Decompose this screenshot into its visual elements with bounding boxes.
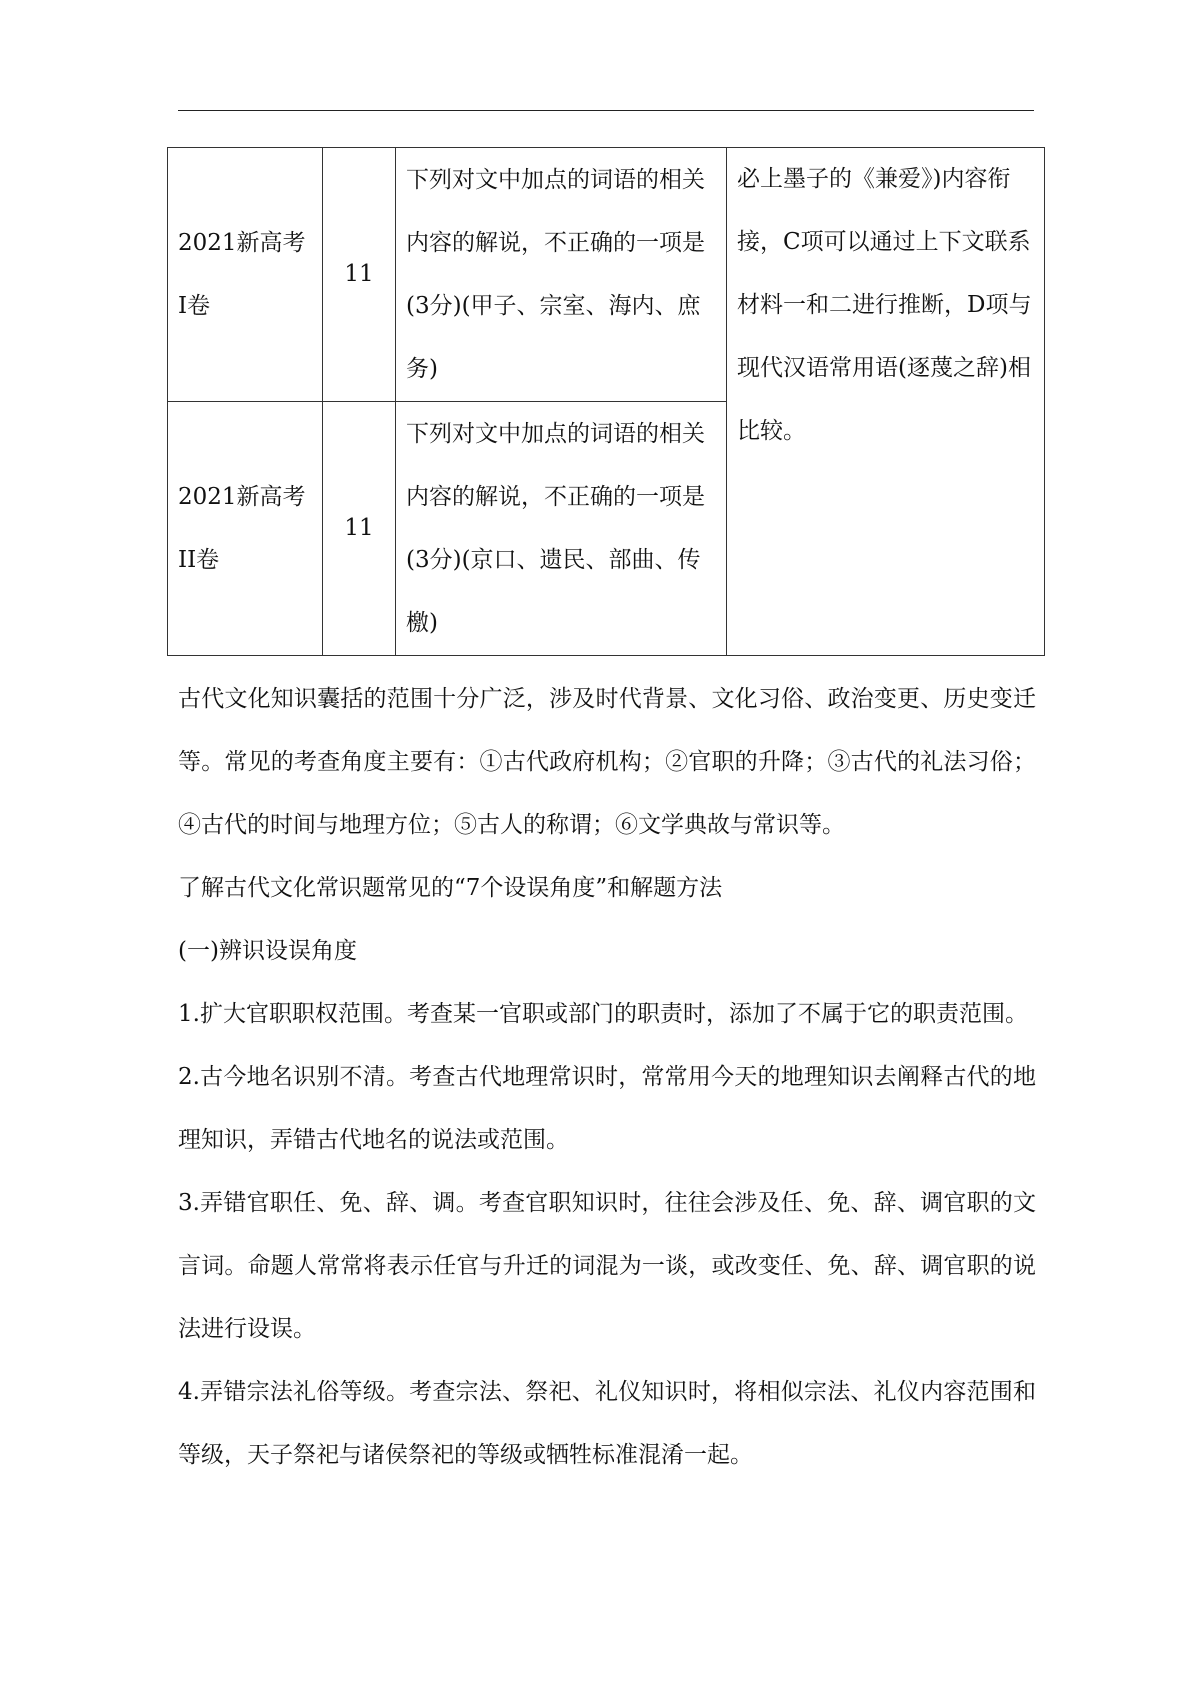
section-heading: 了解古代文化常识题常见的“7个设误角度”和解题方法 [178, 875, 723, 901]
question-text-cell: 下列对文中加点的词语的相关内容的解说，不正确的一项是(3分)(京口、遗民、部曲、传檄) [396, 402, 727, 656]
intro-paragraph: 古代文化知识囊括的范围十分广泛，涉及时代背景、文化习俗、政治变更、历史变迁等。常见的考查角度主要有：①古代政府机构；②官职的升降；③古代的礼法习俗；④古代的时间与地理方位；⑤古人的称谓；⑥文学典故与常识等。 [178, 686, 1036, 838]
question-number-cell: 11 [323, 148, 396, 402]
list-item: 4.弄错宗法礼俗等级。考查宗法、祭祀、礼仪知识时，将相似宗法、礼仪内容范围和等级，天子祭祀与诸侯祭祀的等级或牺牲标准混淆一起。 [178, 1379, 1036, 1468]
exam-source-cell: 2021新高考I卷 [168, 148, 323, 402]
body-text [178, 668, 1036, 1487]
table-row [168, 148, 1045, 402]
exam-question-table [167, 147, 1045, 656]
header-rule [178, 110, 1034, 111]
list-item: 2.古今地名识别不清。考查古代地理常识时，常常用今天的地理知识去阐释古代的地理知识，弄错古代地名的说法或范围。 [178, 1064, 1036, 1153]
list-item: 1.扩大官职职权范围。考查某一官职或部门的职责时，添加了不属于它的职责范围。 [178, 1001, 1028, 1027]
question-text-cell: 下列对文中加点的词语的相关内容的解说，不正确的一项是(3分)(甲子、宗室、海内、庶务) [396, 148, 727, 402]
analysis-cell: 必上墨子的《兼爱》)内容衔接，C项可以通过上下文联系材料一和二进行推断，D项与现代汉语常用语(逐蔑之辞)相比较。 [727, 148, 1045, 656]
exam-source-cell: 2021新高考II卷 [168, 402, 323, 656]
subsection-heading: (一)辨识设误角度 [178, 938, 357, 964]
list-item: 3.弄错官职任、免、辞、调。考查官职知识时，往往会涉及任、免、辞、调官职的文言词。命题人常常将表示任官与升迁的词混为一谈，或改变任、免、辞、调官职的说法进行设误。 [178, 1190, 1036, 1342]
question-number-cell: 11 [323, 402, 396, 656]
